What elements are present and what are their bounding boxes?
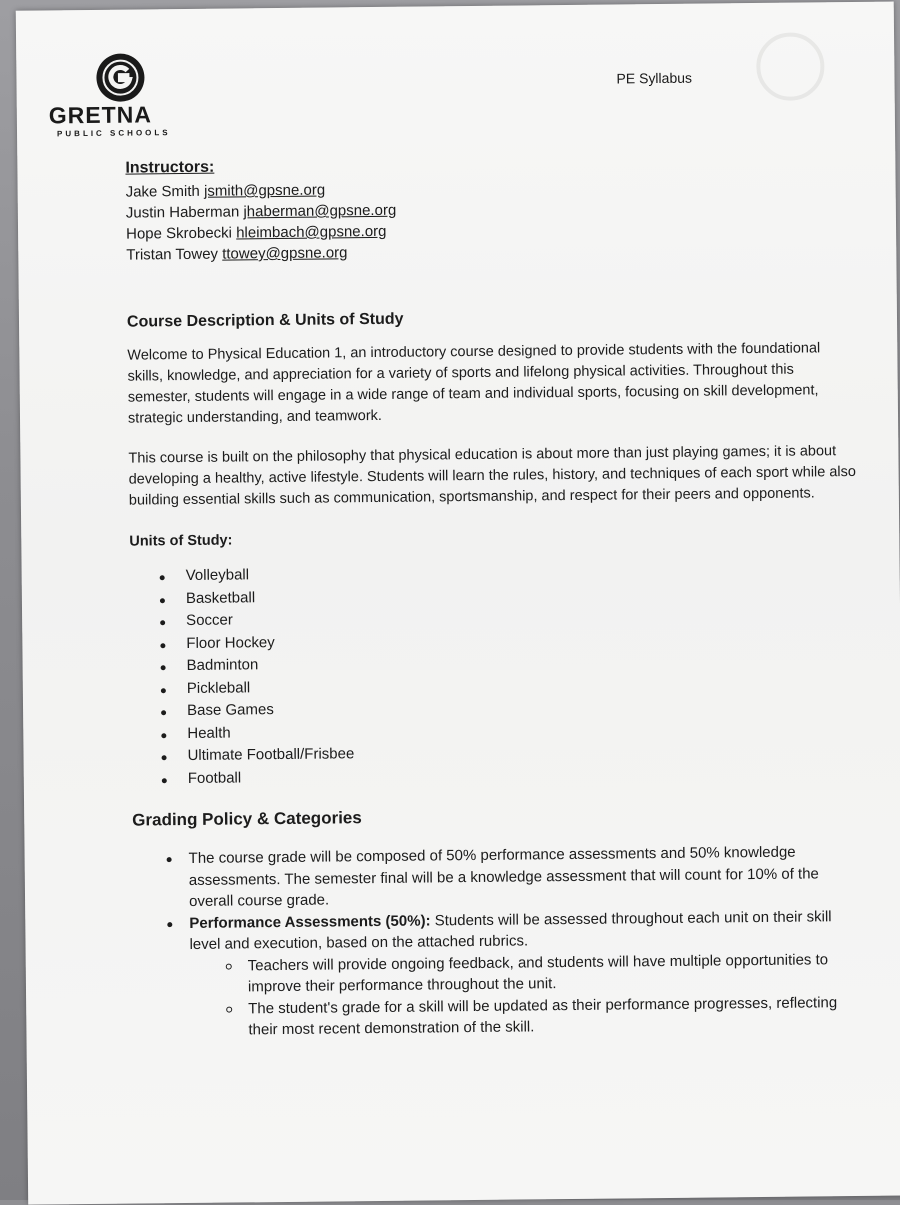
performance-label: Performance Assessments (50%): — [189, 911, 431, 932]
grading-bullet-composition: The course grade will be composed of 50% performance assessments and 50% knowledge assessments. The semester final will be a knowledge assessment that will count for 10% of the overall course grade. — [133, 841, 864, 913]
syllabus-page — [16, 2, 900, 1205]
grading-bullet-performance — [133, 905, 863, 956]
instructors-section — [125, 152, 856, 266]
list-item: Ultimate Football/Frisbee — [131, 738, 861, 768]
units-list — [130, 558, 862, 791]
performance-sub-grade-update: The student's grade for a skill will be updated as their performance progresses, reflecting their most recent demonstration of the skill. — [134, 991, 864, 1042]
grading-heading: Grading Policy & Categories — [132, 808, 362, 830]
list-item: Volleyball — [130, 558, 860, 588]
instructor-name: Hope Skrobecki — [125, 224, 233, 243]
instructor-name: Tristan Towey — [126, 245, 219, 264]
list-item: Base Games — [131, 693, 861, 723]
course-description-heading: Course Description & Units of Study — [126, 310, 404, 331]
list-item: Badminton — [131, 648, 861, 678]
grading-list — [133, 841, 865, 1042]
list-item: Health — [131, 715, 861, 745]
units-heading: Units of Study: — [129, 532, 233, 550]
list-item: Floor Hockey — [130, 625, 860, 655]
list-item: Football — [132, 760, 862, 790]
performance-sub-feedback: Teachers will provide ongoing feedback, and students will have multiple opportunities to improve their performance throughout the unit. — [134, 948, 864, 999]
list-item: Pickleball — [131, 670, 861, 700]
syllabus-content — [125, 152, 864, 1042]
instructor-email-link[interactable]: jhaberman@gpsne.org — [243, 201, 397, 221]
logo-subtitle: PUBLIC SCHOOLS — [56, 128, 171, 139]
list-item: Soccer — [130, 603, 860, 633]
instructor-email-link[interactable]: hleimbach@gpsne.org — [236, 222, 387, 242]
logo-g-emblem — [96, 53, 145, 102]
logo-wordmark: GRETNA — [48, 101, 153, 129]
course-description-paragraph: Welcome to Physical Education 1, an introductory course designed to provide students with the foundational skills, knowledge, and appreciation for a variety of sports and lifelong physical activities. Throughout this semester, students will engage in a wide range of team and individual sports, focusing on skill development, strategic understanding, and teamwork. — [127, 340, 821, 427]
show-through-logo — [756, 32, 825, 101]
instructor-name: Jake Smith — [125, 182, 200, 201]
document-title: PE Syllabus — [616, 69, 693, 87]
instructor-name: Justin Haberman — [125, 203, 240, 222]
school-logo — [46, 53, 207, 145]
instructors-heading: Instructors: — [125, 158, 215, 177]
instructor-email-link[interactable]: jsmith@gpsne.org — [203, 181, 326, 200]
instructor-email-link[interactable]: ttowey@gpsne.org — [222, 244, 348, 263]
performance-text: Students will be assessed throughout each unit on their skill level and execution, based on the attached rubrics. — [189, 907, 832, 953]
logo-g-icon — [96, 53, 145, 102]
course-philosophy-paragraph: This course is built on the philosophy that physical education is about more than just playing games; it is about developing a healthy, active lifestyle. Students will learn the rules, history, and techniques of each sport while also building essential skills such as communication, sportsmanship, and respect for their peers and opponents. — [128, 443, 856, 509]
list-item: Basketball — [130, 580, 860, 610]
